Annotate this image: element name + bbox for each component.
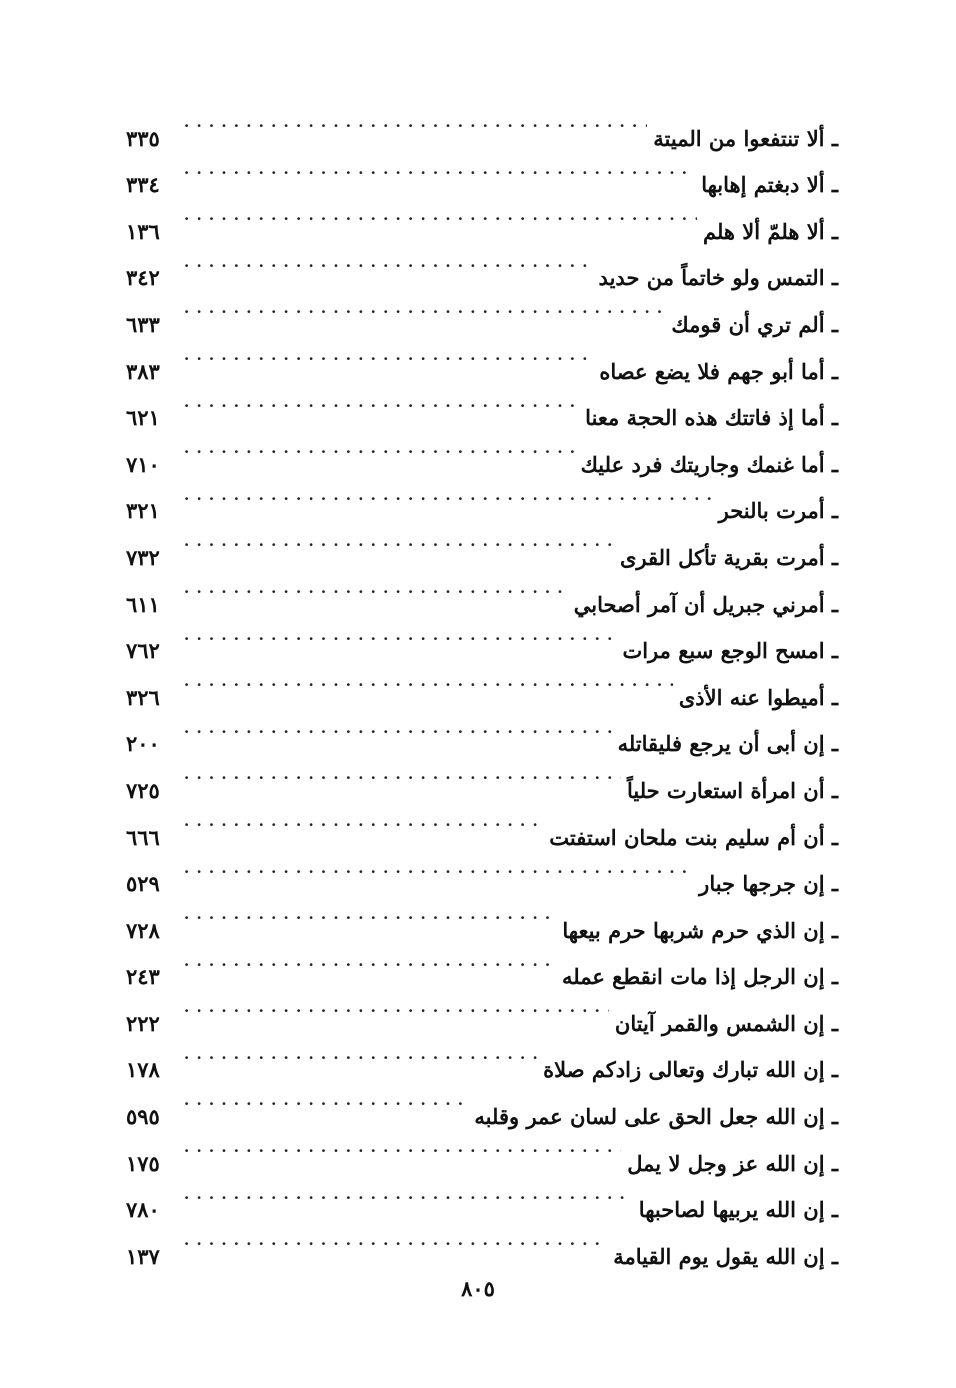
leader-dots bbox=[184, 1077, 468, 1124]
entry-text: ـ ألم تري أن قومك bbox=[671, 311, 838, 337]
entry-text: ـ أما إذ فاتتك هذه الحجة معنا bbox=[585, 405, 838, 431]
leader-dots bbox=[184, 612, 616, 659]
leader-dots bbox=[184, 845, 693, 892]
entry-page-number: ٣٣٥ bbox=[126, 125, 160, 151]
entry-page-number: ١٧٥ bbox=[126, 1150, 160, 1176]
entry-text: ـ أمرت بالنحر bbox=[718, 498, 838, 524]
entry-page-number: ٧٦٢ bbox=[126, 638, 160, 664]
page-number: ٨٠٥ bbox=[461, 1276, 495, 1301]
entry-page-number: ٧٣٢ bbox=[126, 544, 160, 570]
entry-text: ـ أمرني جبريل أن آمر أصحابي bbox=[573, 591, 838, 617]
entry-text: ـ إن جرجها جبار bbox=[699, 871, 838, 897]
leader-dots bbox=[184, 146, 695, 193]
entry-text: ـ ألا تنتفعوا من الميتة bbox=[653, 125, 838, 151]
leader-dots bbox=[184, 705, 612, 752]
leader-dots bbox=[184, 1217, 607, 1264]
entry-page-number: ٧١٠ bbox=[126, 451, 160, 477]
leader-dots bbox=[184, 938, 556, 985]
leader-dots bbox=[184, 192, 697, 239]
leader-dots bbox=[184, 658, 673, 705]
leader-dots bbox=[184, 425, 575, 472]
leader-dots bbox=[184, 472, 713, 519]
leader-dots bbox=[184, 332, 593, 379]
entry-text: ـ إن الله يربيها لصاحبها bbox=[638, 1197, 838, 1223]
leader-dots bbox=[184, 518, 614, 565]
entry-page-number: ٢٠٠ bbox=[126, 731, 160, 757]
entry-text: ـ إن الله جعل الحق على لسان عمر وقلبه bbox=[474, 1104, 838, 1130]
entry-page-number: ٣٣٤ bbox=[126, 172, 160, 198]
leader-dots bbox=[184, 1031, 537, 1078]
entry-page-number: ٦٣٣ bbox=[126, 311, 160, 337]
entry-text: ـ أن أم سليم بنت ملحان استفتت bbox=[549, 824, 838, 850]
entry-page-number: ٦٦٦ bbox=[126, 824, 160, 850]
entry-text: ـ ألا هلمّ ألا هلم bbox=[702, 218, 838, 244]
leader-dots bbox=[184, 1124, 621, 1171]
entry-page-number: ١٣٦ bbox=[126, 218, 160, 244]
entry-page-number: ٧٨٠ bbox=[126, 1197, 160, 1223]
entry-text: ـ إن الذي حرم شربها حرم بيعها bbox=[562, 917, 838, 943]
entry-page-number: ٧٢٨ bbox=[126, 917, 160, 943]
leader-dots bbox=[184, 798, 543, 845]
entry-text: ـ أما غنمك وجاريتك فرد عليك bbox=[580, 451, 838, 477]
entry-text: ـ أما أبو جهم فلا يضع عصاه bbox=[599, 358, 838, 384]
entry-text: ـ إن أبى أن يرجع فليقاتله bbox=[617, 731, 838, 757]
entry-text: ـ إن الله يقول يوم القيامة bbox=[613, 1243, 838, 1269]
entry-text: ـ أميطوا عنه الأذى bbox=[678, 684, 838, 710]
entry-page-number: ٢٢٢ bbox=[126, 1010, 160, 1036]
entry-text: ـ ألا دبغتم إهابها bbox=[701, 172, 838, 198]
leader-dots bbox=[184, 379, 579, 426]
leader-dots bbox=[184, 99, 647, 146]
entry-text: ـ إن الله تبارك وتعالى زادكم صلاة bbox=[543, 1057, 838, 1083]
entry-page-number: ١٣٧ bbox=[126, 1243, 160, 1269]
entry-text: ـ إن الرجل إذا مات انقطع عمله bbox=[561, 964, 838, 990]
leader-dots bbox=[184, 984, 609, 1031]
entry-text: ـ إن الشمس والقمر آيتان bbox=[614, 1010, 838, 1036]
entry-page-number: ١٧٨ bbox=[126, 1057, 160, 1083]
leader-dots bbox=[184, 285, 665, 332]
entry-page-number: ٣٢١ bbox=[126, 498, 160, 524]
entry-page-number: ٢٤٣ bbox=[126, 964, 160, 990]
entry-page-number: ٣٨٣ bbox=[126, 358, 160, 384]
hadith-index-list bbox=[126, 99, 838, 1269]
leader-dots bbox=[184, 751, 621, 798]
entry-text: ـ إن الله عز وجل لا يمل bbox=[627, 1150, 838, 1176]
entry-page-number: ٦٢١ bbox=[126, 405, 160, 431]
entry-text: ـ أمرت بقرية تأكل القرى bbox=[619, 544, 838, 570]
entry-page-number: ٥٩٥ bbox=[126, 1104, 160, 1130]
leader-dots bbox=[184, 565, 568, 612]
entry-page-number: ٣٢٦ bbox=[126, 684, 160, 710]
entry-page-number: ٥٢٩ bbox=[126, 871, 160, 897]
entry-text: ـ امسح الوجع سبع مرات bbox=[622, 638, 838, 664]
index-entry bbox=[126, 99, 838, 151]
leader-dots bbox=[184, 1171, 633, 1218]
entry-page-number: ٦١١ bbox=[126, 591, 160, 617]
entry-text: ـ أن امرأة استعارت حلياً bbox=[626, 777, 838, 803]
entry-page-number: ٧٢٥ bbox=[126, 777, 160, 803]
leader-dots bbox=[184, 891, 556, 938]
leader-dots bbox=[184, 239, 593, 286]
entry-page-number: ٣٤٢ bbox=[126, 265, 160, 291]
entry-text: ـ التمس ولو خاتماً من حديد bbox=[598, 265, 838, 291]
